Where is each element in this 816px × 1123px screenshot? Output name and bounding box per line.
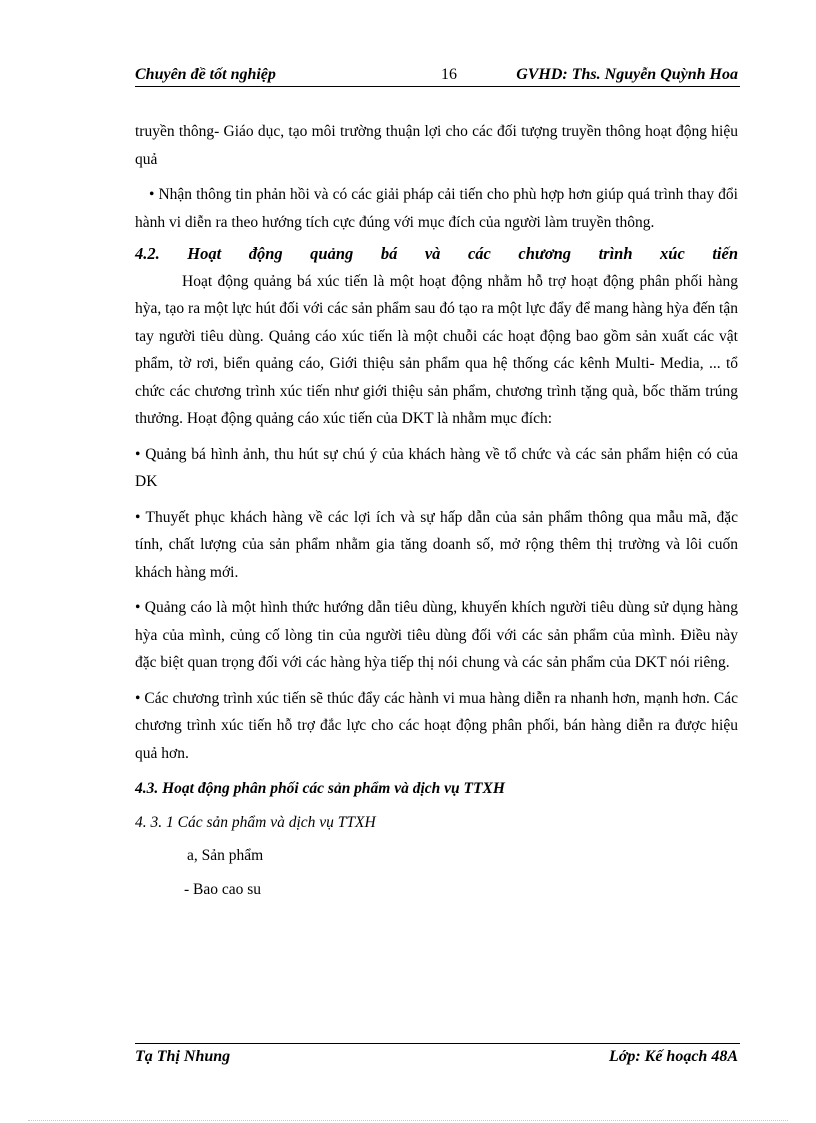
- page-footer: [135, 1043, 740, 1070]
- header-advisor: GVHD: Ths. Nguyễn Quỳnh Hoa: [516, 66, 738, 83]
- intro-paragraph: truyền thông- Giáo dục, tạo môi trường thuận lợi cho các đối tượng truyền thông hoạt động hiệu quả: [135, 123, 738, 168]
- footer-author: Tạ Thị Nhung: [135, 1048, 231, 1065]
- page-edge-divider: [28, 1120, 788, 1121]
- section-heading-4-2: 4.2. Hoạt động quảng bá và các chương trình xúc tiến: [135, 244, 738, 263]
- page-body: [135, 118, 738, 903]
- page-number: 16: [441, 66, 457, 83]
- bullet-item: • Quảng cáo là một hình thức hướng dẫn tiêu dùng, khuyến khích người tiêu dùng sử dụng hàng hỳa của mình, củng cố lòng tin của người tiêu dùng đối với các sản phẩm của mình. Điều này đặc biệt quan trọng đối với các hàng hỳa tiếp thị nói chung và các sản phẩm của DKT nói riêng.: [135, 599, 738, 671]
- page-header: [135, 64, 740, 87]
- section-heading-4-3-1: 4. 3. 1 Các sản phẩm và dịch vụ TTXH: [135, 813, 376, 831]
- promotion-paragraph: Hoạt động quảng bá xúc tiến là một hoạt động nhằm hỗ trợ hoạt động phân phối hàng hỳa, tạo ra một lực hút đối với các sản phẩm sau đó tạo ra một lực đẩy để mang hàng hỳa đến tận tay người tiêu dùng. Quảng cáo xúc tiến là một chuỗi các hoạt động bao gồm sản xuất các vật phẩm, tờ rơi, biển quảng cáo, Giới thiệu sản phẩm qua hệ thống các kênh Multi- Media, ... tổ chức các chương trình xúc tiến như giới thiệu sản phẩm, chương trình tặng quà, bốc thăm trúng thưởng. Hoạt động quảng cáo xúc tiến của DKT là nhằm mục đích:: [135, 272, 738, 427]
- section-heading-4-3: 4.3. Hoạt động phân phối các sản phẩm và dịch vụ TTXH: [135, 780, 505, 797]
- sub-item-condom: - Bao cao su: [184, 880, 262, 898]
- feedback-bullet: • Nhận thông tin phản hồi và có các giải pháp cải tiến cho phù hợp hơn giúp quá trình thay đổi hành vi diễn ra theo hướng tích cực đúng với mục đích của người làm truyền thông.: [135, 186, 738, 231]
- sub-item-products: a, Sản phẩm: [187, 847, 264, 864]
- bullet-item: • Các chương trình xúc tiến sẽ thúc đẩy các hành vi mua hàng diễn ra nhanh hơn, mạnh hơn. Các chương trình xúc tiến hỗ trợ đắc lực cho các hoạt động phân phối, bán hàng diễn ra được hiệu quả hơn.: [135, 689, 738, 762]
- bullet-item: • Thuyết phục khách hàng về các lợi ích và sự hấp dẫn của sản phẩm thông qua mẫu mã, đặc tính, chất lượng của sản phẩm nhằm gia tăng doanh số, mở rộng thêm thị trường và lôi cuốn khách hàng mới.: [135, 508, 738, 581]
- header-title: Chuyên đề tốt nghiệp: [135, 66, 276, 83]
- bullet-item: • Quảng bá hình ảnh, thu hút sự chú ý của khách hàng về tổ chức và các sản phẩm hiện có của DK: [135, 445, 738, 490]
- footer-class: Lớp: Kế hoạch 48A: [608, 1048, 738, 1065]
